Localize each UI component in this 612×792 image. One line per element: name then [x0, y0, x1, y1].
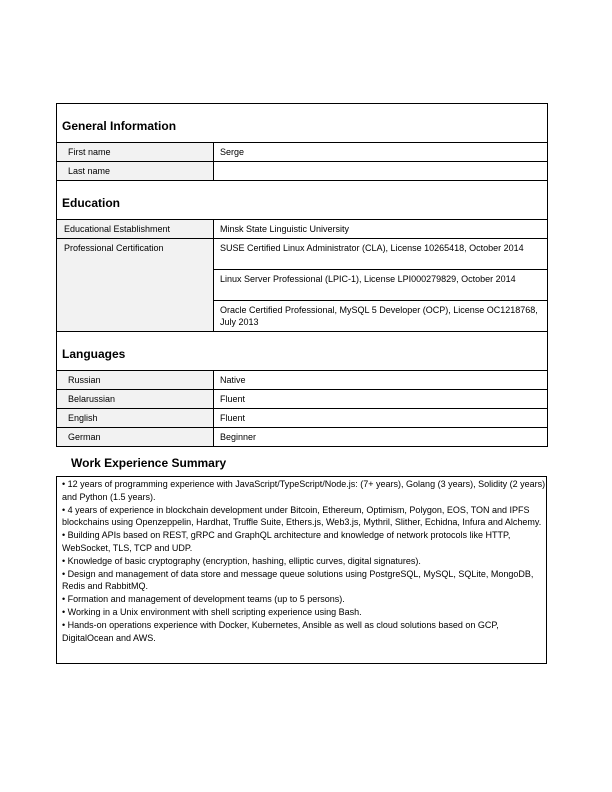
list-item: • Design and management of data store and message queue solutions using PostgreSQL, MySQL, SQLite, MongoDB, Redis and RabbitMQ.: [62, 568, 534, 592]
certification-value: Linux Server Professional (LPIC-1), License LPI000279829, October 2014: [214, 270, 548, 301]
table-row: [57, 220, 548, 239]
work-experience-box: [56, 476, 547, 664]
table-row: [57, 239, 548, 270]
list-item: • Working in a Unix environment with shell scripting experience using Bash.: [62, 606, 362, 617]
table-row: [57, 162, 548, 181]
table-row: [57, 428, 548, 447]
list-item: • Building APIs based on REST, gRPC and GraphQL architecture and knowledge of network protocols like HTTP, WebSocket, TLS, TCP and UDP.: [62, 530, 511, 553]
general-information-header: [57, 104, 548, 143]
section-title: Languages: [57, 332, 548, 371]
profile-table: [56, 103, 548, 447]
language-label: English: [57, 409, 214, 428]
education-header: [57, 181, 548, 220]
languages-header: [57, 332, 548, 371]
language-level: Fluent: [214, 409, 548, 428]
language-label: German: [57, 428, 214, 447]
language-level: Native: [214, 371, 548, 390]
section-title: Education: [57, 181, 548, 220]
table-row: [57, 390, 548, 409]
list-item: • Formation and management of development teams (up to 5 persons).: [62, 594, 345, 605]
list-item: • 12 years of programming experience with JavaScript/TypeScript/Node.js: (7+ years), Golang (3 years), Solidity (2 years) and Python (1.5 years).: [62, 479, 546, 502]
first-name-label: First name: [57, 143, 214, 162]
section-title: General Information: [57, 104, 548, 143]
language-label: Belarussian: [57, 390, 214, 409]
list-item: • Hands-on operations experience with Docker, Kubernetes, Ansible as well as cloud solutions based on GCP, DigitalOcean and AWS.: [62, 619, 499, 643]
language-level: Fluent: [214, 390, 548, 409]
certification-value: Oracle Certified Professional, MySQL 5 Developer (OCP), License OC1218768, July 2013: [214, 301, 548, 332]
certification-label: Professional Certification: [57, 239, 214, 332]
table-row: [57, 143, 548, 162]
table-row: [57, 371, 548, 390]
establishment-label: Educational Establishment: [57, 220, 214, 239]
table-row: [57, 409, 548, 428]
language-label: Russian: [57, 371, 214, 390]
certification-value: SUSE Certified Linux Administrator (CLA), License 10265418, October 2014: [214, 239, 548, 270]
last-name-value: [214, 162, 548, 181]
language-level: Beginner: [214, 428, 548, 447]
work-experience-title: Work Experience Summary: [71, 456, 227, 470]
establishment-value: Minsk State Linguistic University: [214, 220, 548, 239]
list-item: • Knowledge of basic cryptography (encryption, hashing, elliptic curves, digital signatures).: [62, 555, 421, 566]
first-name-value: Serge: [214, 143, 548, 162]
last-name-label: Last name: [57, 162, 214, 181]
list-item: • 4 years of experience in blockchain development under Bitcoin, Ethereum, Optimism, Polygon, EOS, TON and IPFS blockchains using Openzeppelin, Hardhat, Truffle Suite, Ethers.js, Web3.js, Mythril, Slither, Echidna, Infura and Alchemy.: [62, 504, 542, 528]
